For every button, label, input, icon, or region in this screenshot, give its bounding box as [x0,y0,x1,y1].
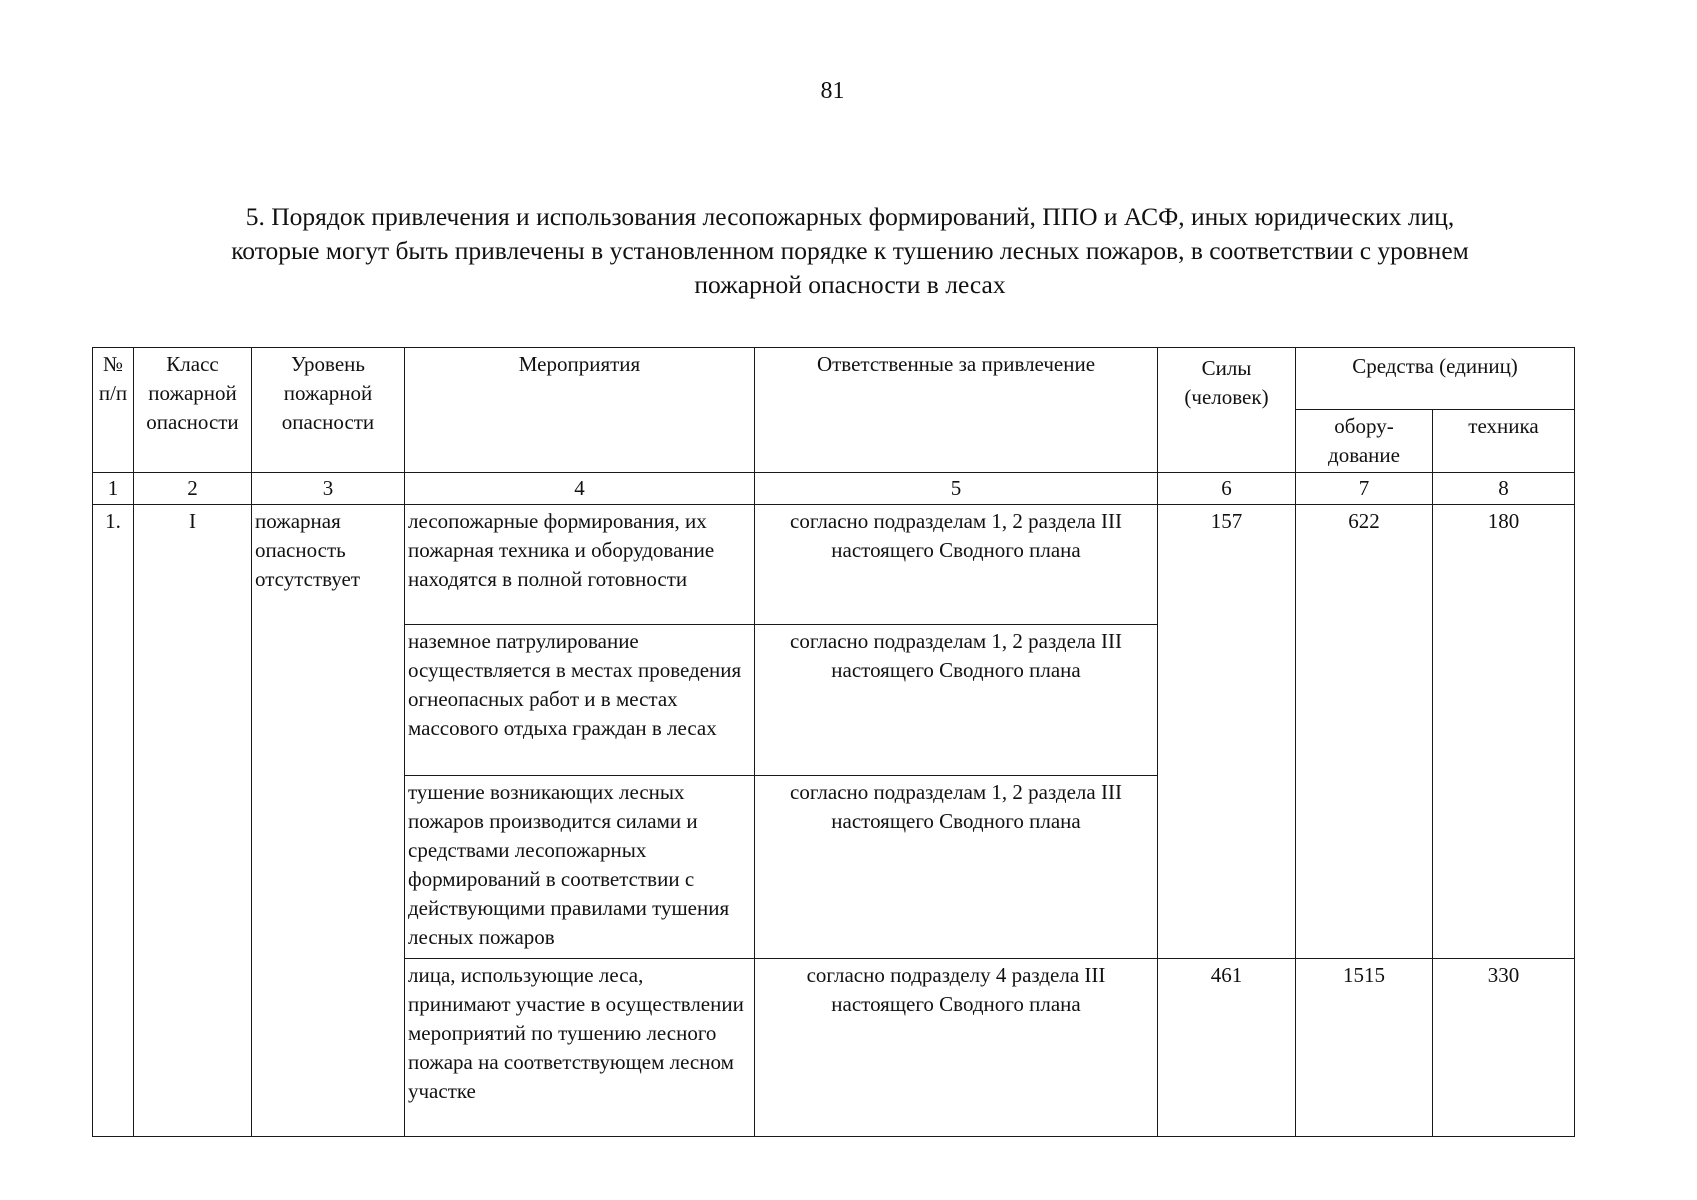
header-means: Средства (единиц) [1296,348,1575,410]
title-line-1: 5. Порядок привлечения и использования лесопожарных формирований, ППО и АСФ, иных юридических лиц, [245,202,1455,231]
forces-people: 461 [1158,959,1296,1137]
column-number: 7 [1296,473,1433,505]
header-num: № п/п [93,348,134,473]
column-number: 2 [134,473,252,505]
measure: наземное патрулирование осуществляется в местах проведения огнеопасных работ и в местах массового отдыха граждан в лесах [405,625,755,776]
column-number: 1 [93,473,134,505]
page-number: 81 [820,78,845,104]
fire-class: I [134,505,252,1137]
header-vehicles: техника [1433,410,1575,473]
measure: лица, использующие леса, принимают участие в осуществлении мероприятий по тушению лесного пожара на соответствующем лесном участке [405,959,755,1137]
header-fire-class: Класс пожарной опасности [134,348,252,473]
row-number: 1. [93,505,134,1137]
header-row [93,348,1575,410]
column-number: 6 [1158,473,1296,505]
column-number: 3 [252,473,405,505]
table-row [93,505,1575,625]
header-forces: Силы (человек) [1158,348,1296,473]
column-number: 8 [1433,473,1575,505]
forces-vehicles: 330 [1433,959,1575,1137]
header-measures: Мероприятия [405,348,755,473]
column-number-row [93,473,1575,505]
header-fire-level: Уровень пожарной опасности [252,348,405,473]
column-number: 5 [755,473,1158,505]
title-line-2: которые могут быть привлечены в установленном порядке к тушению лесных пожаров, в соответствии с уровнем [231,236,1469,265]
title-line-3: пожарной опасности в лесах [694,270,1006,299]
fire-plan-table [92,347,1575,1137]
responsible: согласно подразделу 4 раздела III настоящего Сводного плана [755,959,1158,1137]
responsible: согласно подразделам 1, 2 раздела III настоящего Сводного плана [755,625,1158,776]
fire-level: пожарная опасность отсутствует [252,505,405,1137]
measure: тушение возникающих лесных пожаров производится силами и средствами лесопожарных формирований в соответствии с действующими правилами тушения лесных пожаров [405,776,755,959]
header-equipment: обору- дование [1296,410,1433,473]
page-title [130,200,1570,302]
responsible: согласно подразделам 1, 2 раздела III настоящего Сводного плана [755,776,1158,959]
forces-vehicles: 180 [1433,505,1575,959]
forces-equipment: 1515 [1296,959,1433,1137]
forces-equipment: 622 [1296,505,1433,959]
measure: лесопожарные формирования, их пожарная техника и оборудование находятся в полной готовности [405,505,755,625]
header-responsible: Ответственные за привлечение [755,348,1158,473]
column-number: 4 [405,473,755,505]
responsible: согласно подразделам 1, 2 раздела III настоящего Сводного плана [755,505,1158,625]
forces-people: 157 [1158,505,1296,959]
